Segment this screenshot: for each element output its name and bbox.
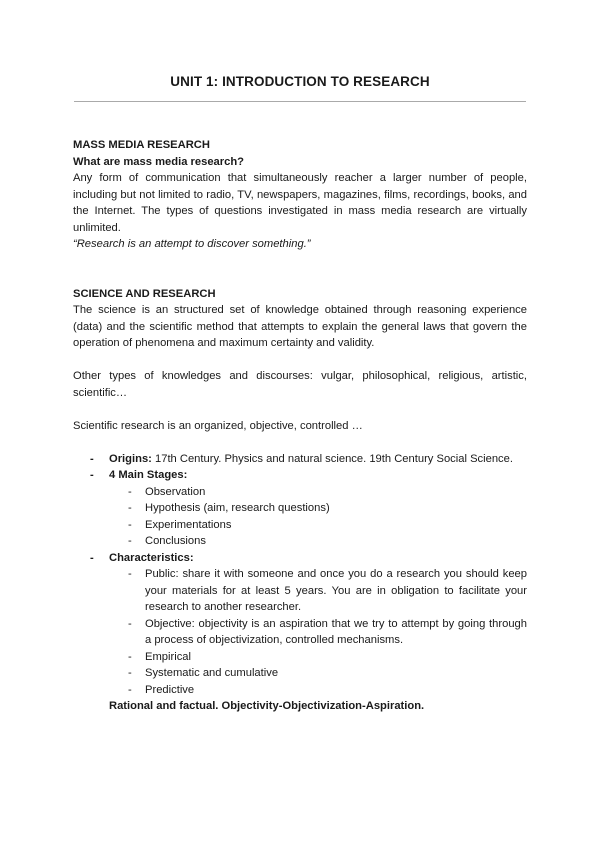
characteristic-item: - Predictive [128, 683, 195, 696]
characteristics-label: Characteristics: [109, 551, 194, 564]
list-item-characteristics [73, 550, 527, 699]
characteristics-sublist [109, 566, 527, 698]
list-dash: - [90, 469, 94, 481]
list-item-origins [73, 451, 527, 468]
document-body [73, 137, 527, 715]
science-paragraph: The science is an structured set of knowledge obtained through reasoning experience (data) and the scientific method that attempts to explain the general laws that govern the operation of phenomena and maximum certainty and validity. [73, 304, 527, 349]
section-question: What are mass media research? [73, 155, 245, 168]
stage-item: - Hypothesis (aim, research questions) [128, 502, 330, 514]
section-heading-science: SCIENCE AND RESEARCH [73, 287, 216, 300]
list-item-stages [73, 467, 527, 550]
closing-statement: Rational and factual. Objectivity-Objectivization-Aspiration. [109, 700, 425, 712]
characteristic-item: - Systematic and cumulative [128, 667, 279, 679]
other-types-paragraph: Other types of knowledges and discourses: vulgar, philosophical, religious, artistic, scientific… [73, 370, 527, 399]
list-dash: - [90, 551, 94, 564]
stages-sublist [109, 484, 527, 550]
origins-label: Origins: [109, 452, 152, 465]
mass-media-paragraph: Any form of communication that simultaneously reacher a larger number of people, including but not limited to radio, TV, newspapers, magazines, films, recordings, books, and the Internet. The types of questions investigated in mass media research are virtually unlimited. [73, 172, 527, 234]
page-title: UNIT 1: INTRODUCTION TO RESEARCH [170, 74, 430, 89]
main-list [73, 451, 527, 699]
characteristic-item: - Objective: objectivity is an aspiration that we try to attempt by going through a process of objectivization, controlled mechanisms. [128, 617, 527, 646]
characteristic-item: - Empirical [128, 650, 192, 663]
stage-item: - Observation [128, 485, 206, 498]
stages-label: 4 Main Stages: [109, 469, 188, 481]
origins-text: 17th Century. Physics and natural science. 19th Century Social Science. [151, 452, 513, 465]
characteristic-item: - Public: share it with someone and once you do a research you should keep your materials for at least 5 years. You are in obligation to facilitate your research to another researcher. [128, 568, 527, 613]
research-quote: “Research is an attempt to discover something.” [73, 238, 311, 250]
scientific-research-line: Scientific research is an organized, objective, controlled … [73, 419, 363, 432]
section-heading-mass-media: MASS MEDIA RESEARCH [73, 139, 210, 151]
list-dash: - [90, 452, 94, 465]
stage-item: - Experimentations [128, 518, 232, 531]
title-divider [74, 101, 526, 102]
stage-item: - Conclusions [128, 535, 206, 547]
